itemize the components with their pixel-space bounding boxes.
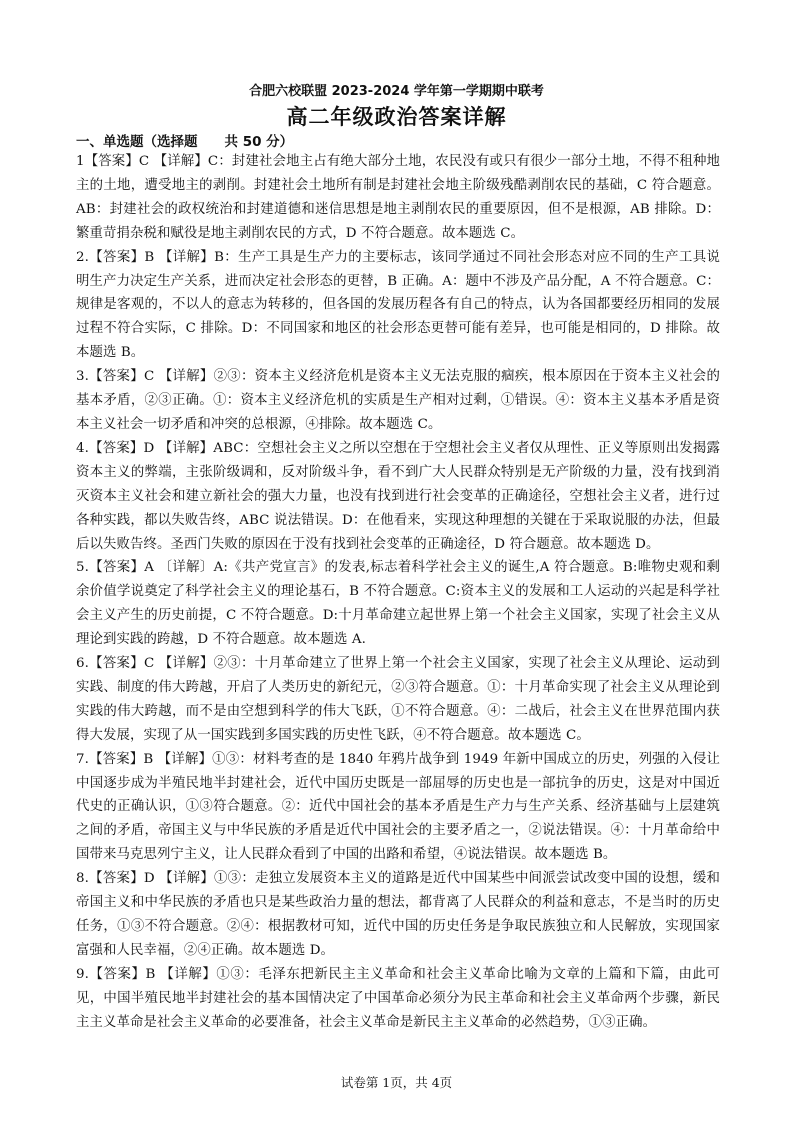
answer-list (76, 150, 720, 1035)
answer-item-1: 1【答案】C 【详解】C：封建社会地主占有绝大部分土地，农民没有或只有很少一部分土地，不得不租种地主的土地，遭受地主的剥削。封建社会土地所有制是封建社会地主阶级残酷剥削农民的基础，C 符合题意。AB：封建社会的政权统治和封建道德和迷信思想是地主剥削农民的重要原因，但不是根源，AB 排除。D：繁重苛捐杂税和赋役是地主剥削农民的方式，D 不符合题意。故本题选 C。 (76, 154, 720, 241)
exam-subtitle: 合肥六校联盟 2023-2024 学年第一学期期中联考 (249, 84, 544, 99)
section-heading: 一、单选题（选择题 共 50 分） (76, 134, 294, 150)
answer-item-7: 7.【答案】B 【详解】①③：材料考查的是 1840 年鸦片战争到 1949 年新中国成立的历史，列强的入侵让中国逐步成为半殖民地半封建社会，近代中国历史既是一部屈辱的历史也是一部抗争的历史，这是对中国近代史的正确认识，①③符合题意。②：近代中国社会的基本矛盾是生产力与生产关系、经济基础与上层建筑之间的矛盾，帝国主义与中华民族的矛盾是近代中国社会的主要矛盾之一，②说法错误。④：十月革命给中国带来马克思列宁主义，让人民群众看到了中国的出路和希望，④说法错误。故本题选 B。 (76, 751, 720, 863)
answer-item-5: 5.【答案】A 〔详解〕A:《共产党宣言》的发表,标志着科学社会主义的诞生,A 符合题意。B:唯物史观和剩余价值学说奠定了科学社会主义的理论基石，B 不符合题意。C:资本主义的发展和工人运动的兴起是科学社会主义产生的历史前提，C 不符合题意。D:十月革命建立起世界上第一个社会主义国家，实现了社会主义从理论到实践的跨越，D 不符合题意。故本题选 A. (76, 560, 720, 648)
answer-item-8: 8.【答案】D 【详解】①③：走独立发展资本主义的道路是近代中国某些中间派尝试改变中国的设想，缓和帝国主义和中华民族的矛盾也只是某些政治力量的想法，都背离了人民群众的利益和意志，不是当时的历史任务，①③不符合题意。②④：根据教材可知，近代中国的历史任务是争取民族独立和人民解放，实现国家富强和人民幸福，②④正确。故本题选 D。 (76, 871, 720, 958)
answer-item-4: 4.【答案】D 【详解】ABC：空想社会主义之所以空想在于空想社会主义者仅从理性、正义等原则出发揭露资本主义的弊端，主张阶级调和，反对阶级斗争，看不到广大人民群众特别是无产阶级的力量，没有找到消灭资本主义社会和建立新社会的强大力量，也没有找到进行社会变革的正确途径，空想社会主义者，进行过各种实践，都以失败告终，ABC 说法错误。D：在他看来，实现这种理想的关键在于采取说服的办法，但最后以失败告终。圣西门失败的原因在于没有找到社会变革的正确途径，D 符合题意。故本题选 D。 (76, 440, 720, 552)
answer-item-6: 6.【答案】C 【详解】②③：十月革命建立了世界上第一个社会主义国家，实现了社会主义从理论、运动到实践、制度的伟大跨越，开启了人类历史的新纪元，②③符合题意。①：十月革命实现了社会主义从理论到实践的伟大跨越，而不是由空想到科学的伟大飞跃，①不符合题意。④：二战后，社会主义在世界范围内获得大发展，实现了从一国实践到多国实践的历史性飞跃，④不符合题意。故本题选 C。 (76, 656, 720, 743)
answer-item-2: 2.【答案】B 【详解】B：生产工具是生产力的主要标志，该同学通过不同社会形态对应不同的生产工具说明生产力决定生产关系，进而决定社会形态的更替，B 正确。A：题中不涉及产品分配，A 不符合题意。C：规律是客观的，不以人的意志为转移的，但各国的发展历程各有自己的特点，认为各国都要经历相同的发展过程不符合实际，C 排除。D：不同国家和地区的社会形态更替可能有差异，也可能是相同的，D 排除。故本题选 B。 (76, 249, 720, 361)
answer-item-9: 9.【答案】B 【详解】①③：毛泽东把新民主主义革命和社会主义革命比喻为文章的上篇和下篇，由此可见，中国半殖民地半封建社会的基本国情决定了中国革命必须分为民主革命和社会主义革命两个步骤，新民主主义革命是社会主义革命的必要准备，社会主义革命是新民主主义革命的必然趋势，①③正确。 (76, 966, 720, 1030)
answer-item-3: 3.【答案】C 【详解】②③：资本主义经济危机是资本主义无法克服的痼疾，根本原因在于资本主义社会的基本矛盾，②③正确。①：资本主义经济危机的实质是生产相对过剩，①错误。④：资本主义基本矛盾是资本主义社会一切矛盾和冲突的总根源，④排除。故本题选 C。 (76, 369, 720, 432)
page-title: 高二年级政治答案详解 (286, 105, 507, 129)
page-footer: 试卷第 1页，共 4页 (340, 1075, 453, 1090)
